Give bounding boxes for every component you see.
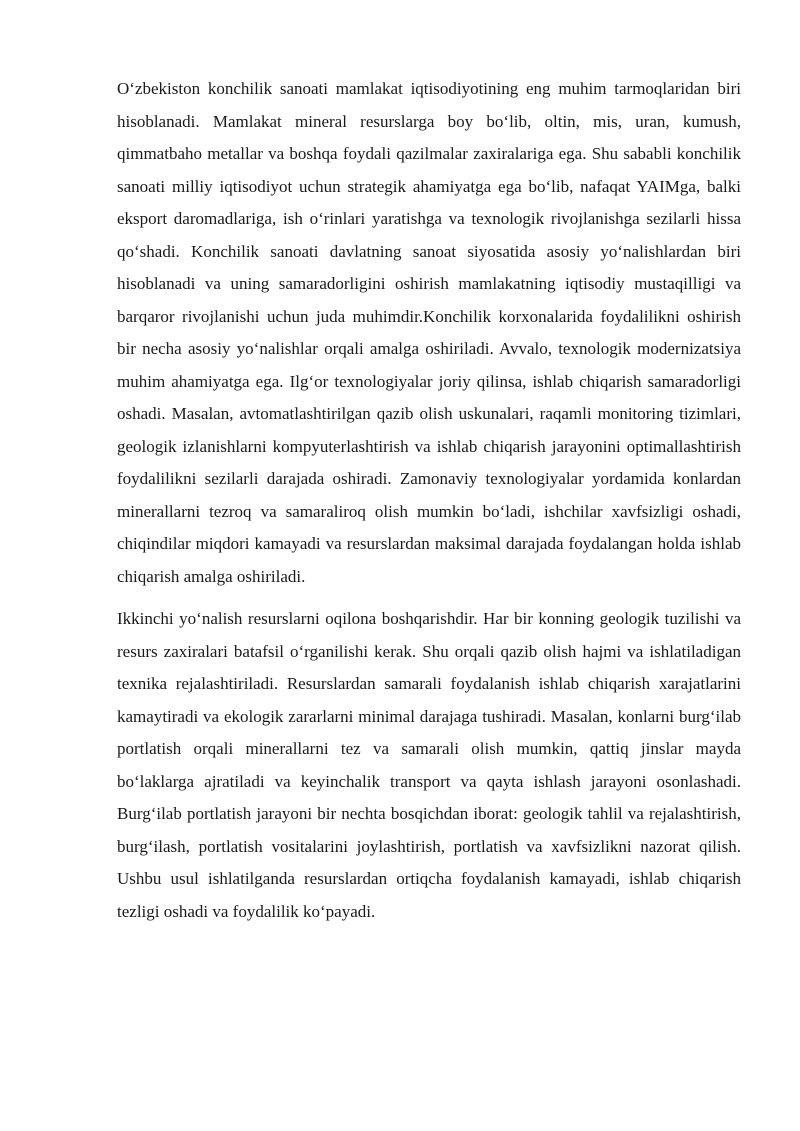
paragraph-2: Ikkinchi yo‘nalish resurslarni oqilona boshqarishdir. Har bir konning geologik tuzilishi va resurs zaxiralari batafsil o‘rganilishi kerak. Shu orqali qazib olish hajmi va ishlatiladigan texnika rejalashtiriladi. Resurslardan samarali foydalanish ishlab chiqarish xarajatlarini kamaytiradi va ekologik zararlarni minimal darajaga tushiradi. Masalan, konlarni burg‘ilab portlatish orqali minerallarni tez va samarali olish mumkin, qattiq jinslar mayda bo‘laklarga ajratiladi va keyinchalik transport va qayta ishlash jarayoni osonlashadi. Burg‘ilab portlatish jarayoni bir nechta bosqichdan iborat: geologik tahlil va rejalashtirish, burg‘ilash, portlatish vositalarini joylashtirish, portlatish va xavfsizlikni nazorat qilish. Ushbu usul ishlatilganda resurslardan ortiqcha foydalanish kamayadi, ishlab chiqarish tezligi oshadi va foydalilik ko‘payadi.: [117, 609, 741, 921]
paragraph-1: O‘zbekiston konchilik sanoati mamlakat iqtisodiyotining eng muhim tarmoqlaridan biri hisoblanadi. Mamlakat mineral resurslarga boy bo‘lib, oltin, mis, uran, kumush, qimmatbaho metallar va boshqa foydali qazilmalar zaxiralariga ega. Shu sababli konchilik sanoati milliy iqtisodiyot uchun strategik ahamiyatga ega bo‘lib, nafaqat YAIMga, balki eksport daromadlariga, ish o‘rinlari yaratishga va texnologik rivojlanishga sezilarli hissa qo‘shadi. Konchilik sanoati davlatning sanoat siyosatida asosiy yo‘nalishlardan biri hisoblanadi va uning samaradorligini oshirish mamlakatning iqtisodiy mustaqilligi va barqaror rivojlanishi uchun juda muhimdir.Konchilik korxonalarida foydalilikni oshirish bir necha asosiy yo‘nalishlar orqali amalga oshiriladi. Avvalo, texnologik modernizatsiya muhim ahamiyatga ega. Ilg‘or texnologiyalar joriy qilinsa, ishlab chiqarish samaradorligi oshadi. Masalan, avtomatlashtirilgan qazib olish uskunalari, raqamli monitoring tizimlari, geologik izlanishlarni kompyuterlashtirish va ishlab chiqarish jarayonini optimallashtirish foydalilikni sezilarli darajada oshiradi. Zamonaviy texnologiyalar yordamida konlardan minerallarni tezroq va samaraliroq olish mumkin bo‘ladi, ishchilar xavfsizligi oshadi, chiqindilar miqdori kamayadi va resurslardan maksimal darajada foydalangan holda ishlab chiqarish amalga oshiriladi.: [117, 79, 741, 586]
document-body: [117, 73, 741, 928]
